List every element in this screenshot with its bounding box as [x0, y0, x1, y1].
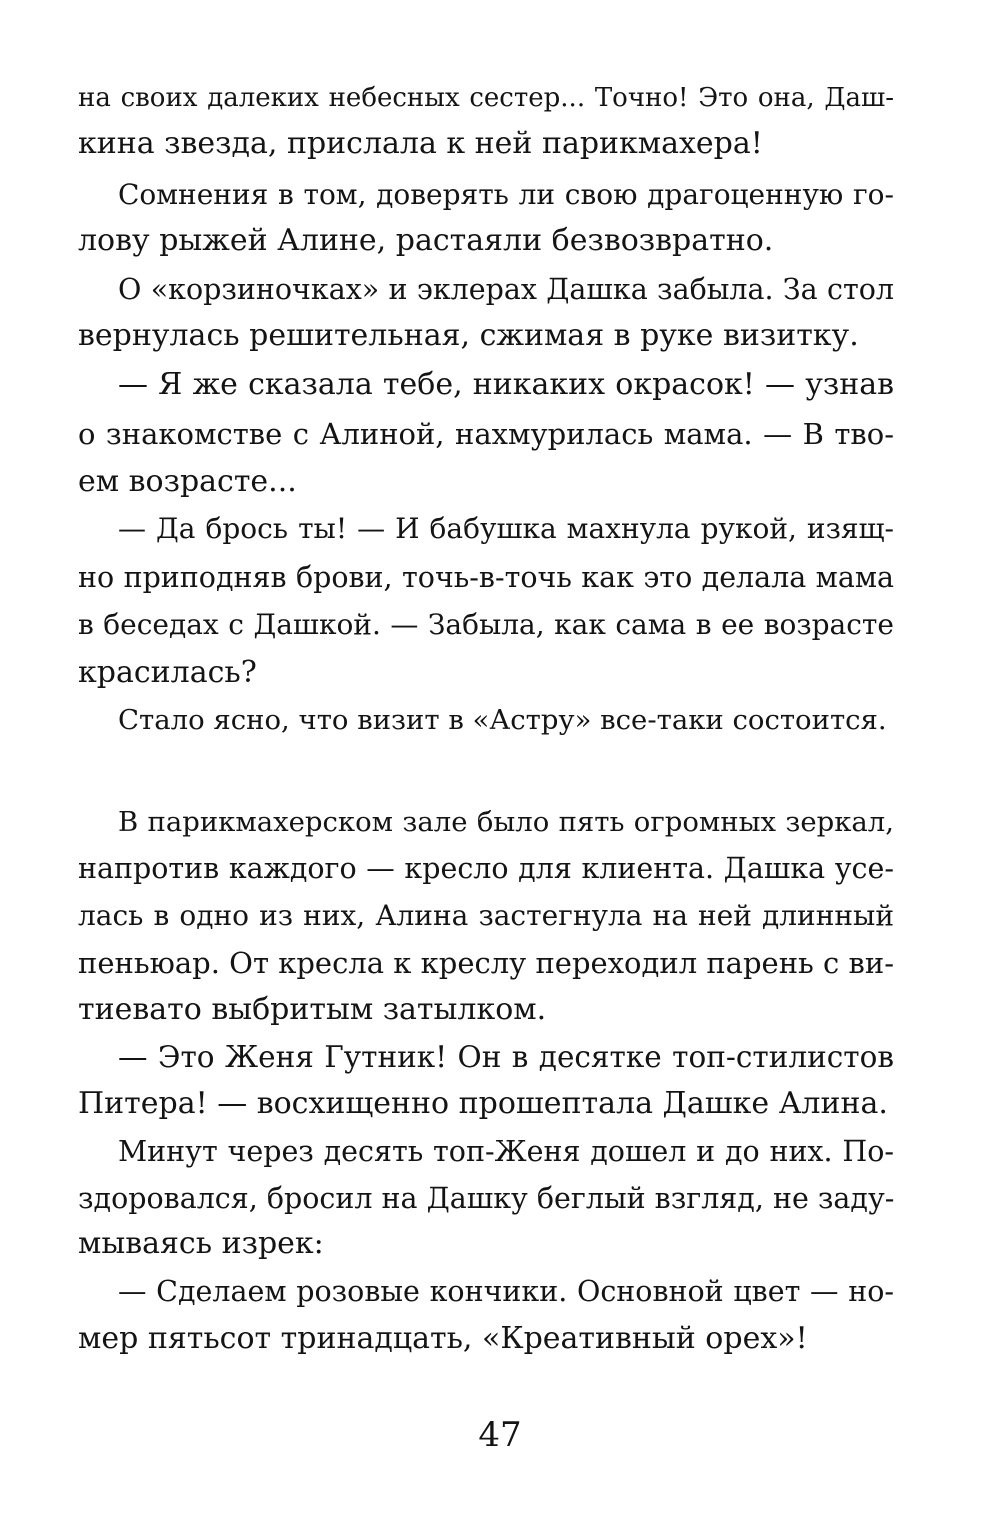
text-line: здоровался, бросил на Дашку беглый взгляд, не заду-	[78, 1182, 895, 1215]
text-line: о знакомстве с Алиной, нахмурилась мама. — В тво-	[78, 417, 894, 451]
text-line: Минут через десять топ-Женя дошел и до них. По-	[118, 1135, 894, 1168]
text-line: О «корзиночках» и эклерах Дашка забыла. За стол	[118, 273, 894, 306]
text-line: напротив каждого — кресло для клиента. Дашка усе-	[78, 852, 894, 885]
text-line: кина звезда, прислала к ней парикмахера!	[78, 126, 763, 161]
text-line: тиевато выбритым затылком.	[78, 992, 547, 1027]
text-line: мер пятьсот тринадцать, «Креативный орех»!	[78, 1321, 808, 1356]
text-line: мываясь изрек:	[78, 1226, 324, 1261]
text-line: ем возрасте...	[78, 464, 297, 499]
text-line: в беседах с Дашкой. — Забыла, как сама в ее возрасте	[78, 608, 894, 641]
text-line: на своих далеких небесных сестер... Точно! Это она, Даш-	[78, 83, 894, 113]
page-number: 47	[478, 1415, 522, 1455]
text-line: — Это Женя Гутник! Он в десятке топ-стилистов	[118, 1040, 894, 1074]
text-line: вернулась решительная, сжимая в руке визитку.	[78, 318, 859, 353]
text-line: Сомнения в том, доверять ли свою драгоценную го-	[118, 178, 894, 211]
text-line: В парикмахерском зале было пять огромных зеркал,	[118, 806, 894, 838]
text-line: — Я же сказала тебе, никаких окрасок! — узнав	[118, 367, 894, 402]
text-line: пеньюар. От кресла к креслу переходил парень с ви-	[78, 946, 894, 980]
text-line: Стало ясно, что визит в «Астру» все-таки состоится.	[118, 704, 887, 736]
text-line: но приподняв брови, точь-в-точь как это делала мама	[78, 561, 894, 594]
text-line: — Да брось ты! — И бабушка махнула рукой, изящ-	[118, 512, 894, 545]
text-line: — Сделаем розовые кончики. Основной цвет — но-	[118, 1275, 894, 1308]
text-line: лась в одно из них, Алина застегнула на ней длинный	[78, 899, 894, 932]
text-line: Питера! — восхищенно прошептала Дашке Алина.	[78, 1086, 888, 1121]
text-line: красилась?	[78, 655, 257, 690]
text-line: лову рыжей Алине, растаяли безвозвратно.	[78, 223, 774, 258]
